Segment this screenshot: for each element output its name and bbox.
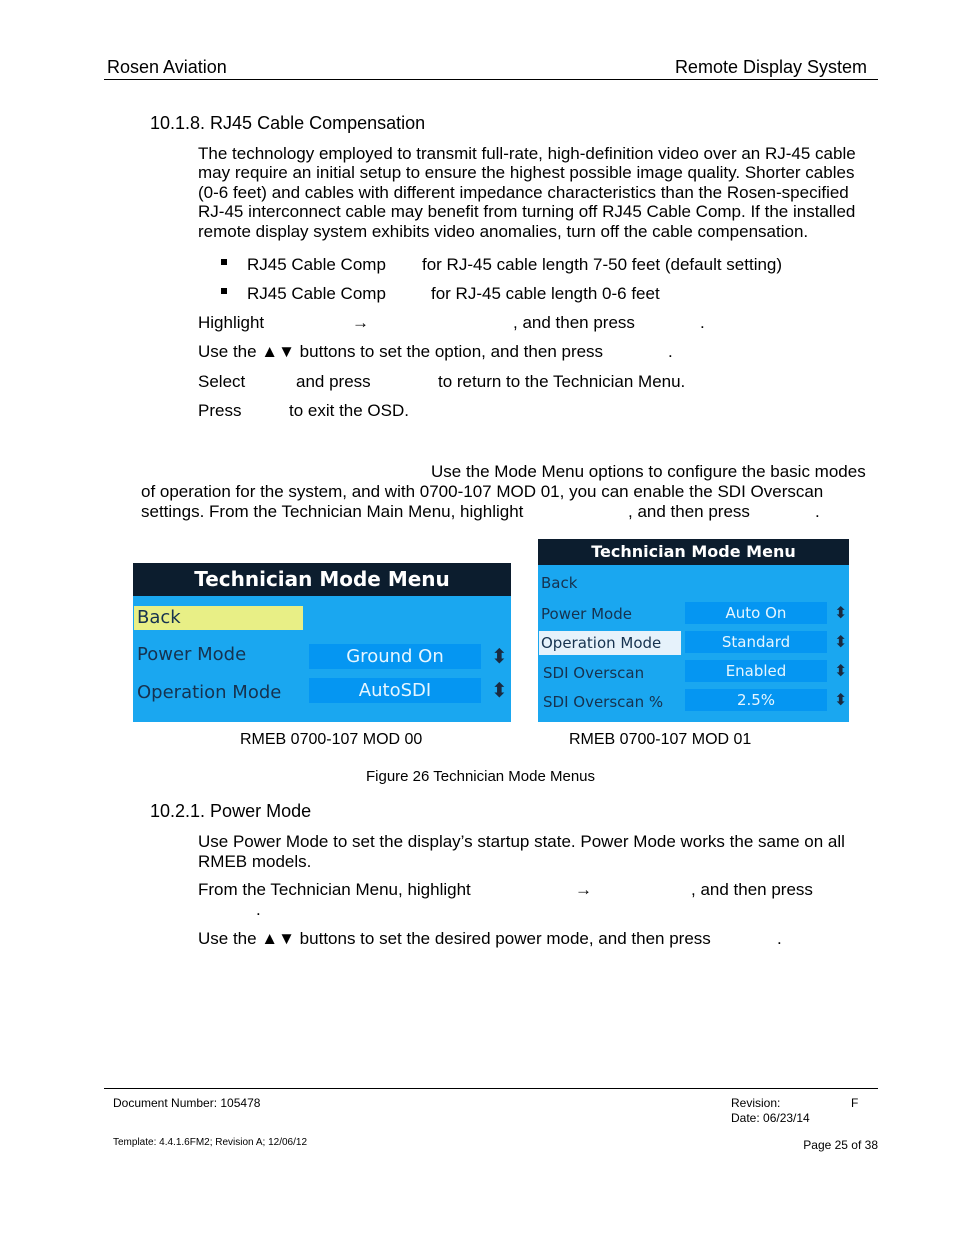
intro-line: . xyxy=(815,502,820,521)
arrow-right-icon: → xyxy=(575,880,592,899)
step-text: Select xyxy=(198,372,246,391)
section-heading-1021: 10.2.1. Power Mode xyxy=(150,801,312,821)
mod01-power-mode-value: Auto On xyxy=(685,602,827,624)
updown-arrow-icon: ⬍ xyxy=(834,632,848,651)
mod00-operation-mode-value: AutoSDI xyxy=(309,678,481,703)
para-line: Use Power Mode to set the display’s startup state. Power Mode works the same on all xyxy=(198,832,845,851)
footer-page-number: Page 25 of 38 xyxy=(803,1138,878,1152)
mod01-sdi-overscan-label: SDI Overscan xyxy=(543,664,645,682)
para-line: (0-6 feet) and cables with different impedance characteristics than the Rosen-specified xyxy=(198,183,849,202)
step-text: . xyxy=(668,342,673,361)
mod00-operation-mode-label: Operation Mode xyxy=(137,682,282,703)
arrow-right-icon: → xyxy=(352,313,369,332)
mod01-operation-mode-value: Standard xyxy=(685,631,827,653)
mod01-caption: RMEB 0700-107 MOD 01 xyxy=(569,731,752,748)
mod00-power-mode-value: Ground On xyxy=(309,644,481,669)
intro-line: settings. From the Technician Main Menu, highlight xyxy=(141,502,524,521)
para-line: RMEB models. xyxy=(198,852,312,871)
mod01-menu-title: Technician Mode Menu xyxy=(538,539,849,565)
mod00-menu-screenshot xyxy=(133,563,511,722)
updown-arrow-icon: ⬍ xyxy=(834,690,848,709)
bullet-text: RJ45 Cable Comp xyxy=(247,255,386,274)
bullet-icon xyxy=(221,259,227,265)
mod00-menu-title: Technician Mode Menu xyxy=(133,563,511,596)
step-text: . xyxy=(777,929,782,948)
updown-arrow-icon: ⬍ xyxy=(491,644,508,668)
mod01-sdi-overscan-pct-label: SDI Overscan % xyxy=(543,693,664,711)
updown-arrow-icon: ⬍ xyxy=(491,678,508,702)
step-text: , and then press xyxy=(691,880,813,899)
step-text: Highlight xyxy=(198,313,265,332)
updown-arrow-icon: ⬍ xyxy=(834,661,848,680)
para-line: remote display system exhibits video anomalies, turn off the cable compensation. xyxy=(198,222,809,241)
step-text: Press xyxy=(198,401,242,420)
bullet-text: RJ45 Cable Comp xyxy=(247,284,386,303)
mod01-power-mode-label: Power Mode xyxy=(541,605,632,623)
mod00-caption: RMEB 0700-107 MOD 00 xyxy=(240,731,423,748)
section-heading-1018: 10.1.8. RJ45 Cable Compensation xyxy=(150,113,426,133)
mod01-menu-screenshot xyxy=(538,539,849,722)
mod00-power-mode-label: Power Mode xyxy=(137,644,247,665)
intro-line: , and then press xyxy=(628,502,750,521)
bullet-text: for RJ-45 cable length 7-50 feet (default setting) xyxy=(422,255,783,274)
mod01-back-item: Back xyxy=(541,574,578,592)
mod01-sdi-overscan-value: Enabled xyxy=(685,660,827,682)
mod01-sdi-overscan-pct-value: 2.5% xyxy=(685,689,827,711)
footer-doc-number: Document Number: 105478 xyxy=(113,1096,261,1110)
intro-line: Use the Mode Menu options to configure the basic modes xyxy=(431,462,866,481)
footer-template: Template: 4.4.1.6FM2; Revision A; 12/06/12 xyxy=(113,1137,307,1148)
step-text: and press xyxy=(296,372,371,391)
intro-line: of operation for the system, and with 0700-107 MOD 01, you can enable the SDI Overscan xyxy=(141,482,824,501)
step-text: to return to the Technician Menu. xyxy=(438,372,686,391)
para-line: may require an initial setup to ensure the highest possible image quality. Shorter cables xyxy=(198,163,855,182)
header-rule xyxy=(104,79,878,80)
header-right: Remote Display System xyxy=(674,57,867,77)
bullet-icon xyxy=(221,288,227,294)
step-text: to exit the OSD. xyxy=(289,401,409,420)
step-text: . xyxy=(700,313,705,332)
step-text: From the Technician Menu, highlight xyxy=(198,880,471,899)
step-text: . xyxy=(256,900,261,919)
step-text: Use the ▲▼ buttons to set the desired power mode, and then press xyxy=(198,929,711,948)
bullet-text: for RJ-45 cable length 0-6 feet xyxy=(431,284,660,303)
step-text: Use the ▲▼ buttons to set the option, and then press xyxy=(198,342,604,361)
footer-rule xyxy=(104,1088,878,1089)
mod01-operation-mode-label: Operation Mode xyxy=(541,634,662,652)
para-line: RJ-45 interconnect cable may benefit from turning off RJ45 Cable Comp. If the installed xyxy=(198,202,856,221)
mod00-back-item: Back xyxy=(137,607,181,628)
footer-date: Date: 06/23/14 xyxy=(731,1111,810,1125)
header-left: Rosen Aviation xyxy=(107,57,227,77)
footer-revision-value: F xyxy=(851,1096,859,1110)
figure-caption: Figure 26 Technician Mode Menus xyxy=(366,768,596,785)
updown-arrow-icon: ⬍ xyxy=(834,603,848,622)
footer-revision-label: Revision: xyxy=(731,1096,781,1110)
step-text: , and then press xyxy=(513,313,635,332)
para-line: The technology employed to transmit full-rate, high-definition video over an RJ-45 cable xyxy=(198,144,856,163)
